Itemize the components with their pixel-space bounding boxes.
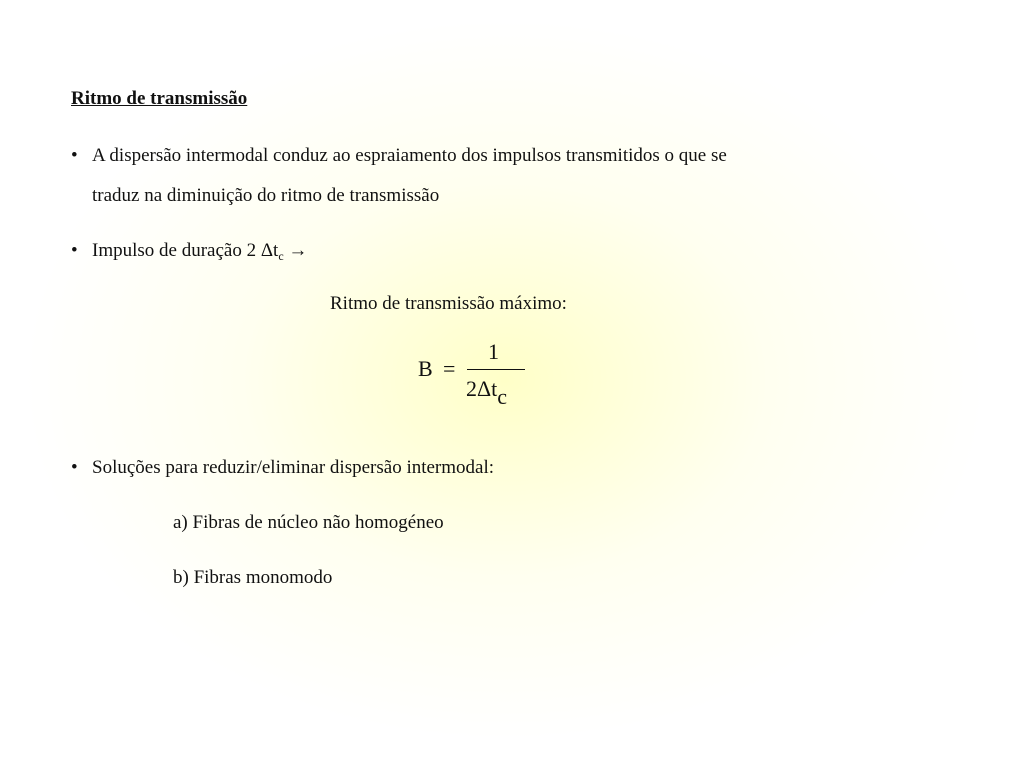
pulse-duration-text: Impulso de duração 2 Δt (92, 240, 279, 261)
max-rate-label: Ritmo de transmissão máximo: (330, 293, 567, 314)
formula-denominator (466, 377, 507, 409)
solution-b: b) Fibras monomodo (173, 567, 333, 588)
solution-a: a) Fibras de núcleo não homogéneo (173, 512, 444, 533)
section-heading: Ritmo de transmissão (71, 88, 248, 109)
fraction-bar (467, 369, 525, 370)
arrow-glyph: → (283, 240, 308, 261)
formula-lhs: B (418, 356, 433, 381)
formula-denominator-subscript: c (497, 384, 508, 409)
bullet-dispersion-line1: A dispersão intermodal conduz ao espraiamento dos impulsos transmitidos o que se (92, 145, 727, 166)
bullet-marker: • (71, 145, 78, 166)
bullet-solutions: Soluções para reduzir/eliminar dispersão intermodal: (92, 457, 495, 478)
pulse-duration-subscript: c (278, 249, 284, 263)
bullet-pulse-duration (92, 240, 307, 267)
formula-equals: = (443, 356, 456, 381)
bullet-marker: • (71, 240, 78, 261)
formula-numerator: 1 (488, 339, 499, 364)
bullet-dispersion-line2: traduz na diminuição do ritmo de transmissão (92, 185, 440, 206)
bullet-marker: • (71, 457, 78, 478)
formula-denominator-main: 2Δt (466, 376, 498, 401)
